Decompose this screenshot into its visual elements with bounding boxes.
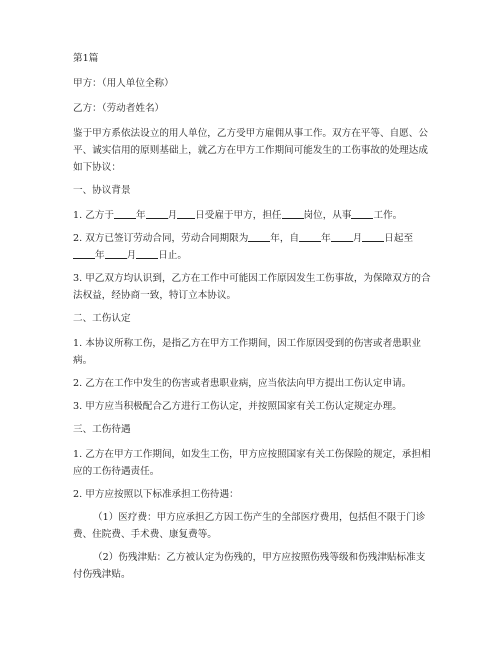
fill-blank [177,207,195,219]
fill-blank [362,230,384,242]
clause-text: 年 [135,210,146,221]
clause-text: 日起至 [384,233,414,244]
clause-text: 月 [126,250,137,261]
fill-blank [282,207,304,219]
clause-text: 岗位，从事 [303,210,352,221]
fill-blank [299,230,321,242]
party-a-line: 甲方：（用人单位全称） [73,78,174,89]
clause-text: 日止。 [158,250,187,261]
fill-blank [73,247,95,259]
fill-blank [146,207,168,219]
section-1-clause-3: 3. 甲乙双方均认识到，乙方在工作中可能因工作原因发生工伤事故，为保障双方的合法权益，经协商一致，特订立本协议。 [73,273,431,301]
section-3-clause-1: 1. 乙方在甲方工作期间，如发生工伤，甲方应按照国家有关工伤保险的规定，承担相应的工伤待遇责任。 [73,449,431,477]
clause-text: 年 [321,233,331,244]
fill-blank [114,207,136,219]
section-3-item-1: （1）医疗费：甲方应承担乙方因工伤产生的全部医疗费用，包括但不限于门诊费、住院费、手术费、康复费等。 [73,512,426,540]
fill-blank [105,247,127,259]
chapter-heading: 第1篇 [73,53,99,64]
fill-blank [248,230,270,242]
section-3-title: 三、工伤待遇 [73,424,131,435]
clause-text: 日受雇于甲方，担任 [195,210,282,221]
fill-blank [136,247,158,259]
clause-text: 月 [167,210,178,221]
fill-blank [351,207,373,219]
section-2-clause-1: 1. 本协议所称工伤，是指乙方在甲方工作期间，因工作原因受到的伤害或者患职业病。 [73,338,421,366]
clause-text: 年 [95,250,105,261]
document-body [73,50,433,589]
clause-text: 年，自 [270,233,300,244]
intro-paragraph: 鉴于甲方系依法设立的用人单位，乙方受甲方雇佣从事工作。双方在平等、自愿、公平、诚实信用的原则基础上，就乙方在甲方工作期间可能发生的工伤事故的处理达成如下协议： [73,128,428,173]
clause-text: 2. 双方已签订劳动合同，劳动合同期限为 [73,233,249,244]
section-1-title: 一、协议背景 [73,185,131,196]
section-1-clause-1 [73,207,433,224]
section-2-title: 二、工伤认定 [73,313,131,324]
party-b-line: 乙方：（劳动者姓名） [73,103,165,114]
clause-text: 1. 乙方于 [73,210,114,221]
clause-text: 工作。 [373,210,403,221]
section-3-item-2: （2）伤残津贴：乙方被认定为伤残的，甲方应按照伤残等级和伤残津贴标准支付伤残津贴。 [73,552,426,580]
clause-text: 月 [352,233,363,244]
section-2-clause-2: 2. 乙方在工作中发生的伤害或者患职业病，应当依法向甲方提出工伤认定申请。 [73,378,412,389]
section-3-clause-2: 2. 甲方应按照以下标准承担工伤待遇： [73,489,239,500]
section-2-clause-3: 3. 甲方应当积极配合乙方进行工伤认定，并按照国家有关工伤认定规定办理。 [73,401,402,412]
fill-blank [331,230,353,242]
section-1-clause-2 [73,230,433,264]
